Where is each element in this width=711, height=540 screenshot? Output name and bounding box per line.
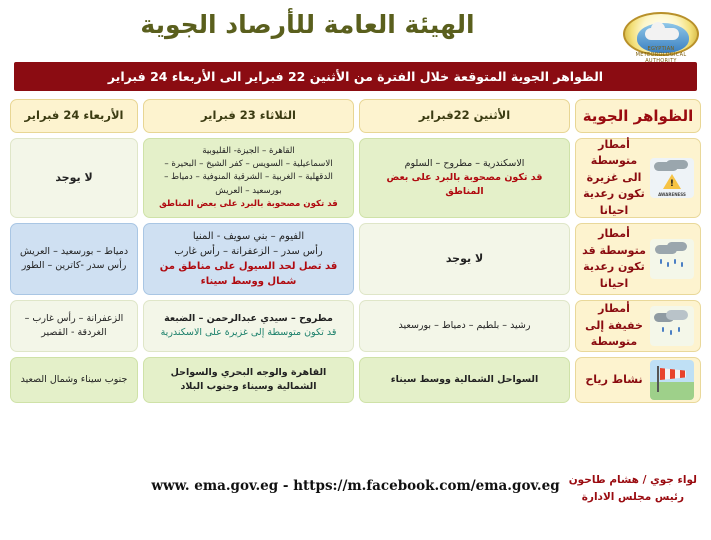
table-row (10, 300, 701, 352)
cell-day2-light-rain (143, 300, 354, 352)
cell-line: قد تكون مصحوبة بالبرد على بعض المناطق (386, 171, 543, 198)
signature-role: رئيس مجلس الادارة (581, 490, 684, 503)
page-footer (0, 472, 711, 532)
cell-day3-light-rain (10, 300, 138, 352)
storm-warning-icon: ! AWARENESS (650, 158, 694, 198)
cell-line: السواحل الشمالية ووسط سيناء (390, 373, 539, 385)
column-header-day3: الأربعاء 24 فبراير (10, 99, 138, 133)
rain-cloud-icon (650, 239, 694, 279)
table-row (10, 138, 701, 218)
cell-line: رأس سدر – الزعفرانة – رأس غارب (174, 246, 323, 257)
column-header-day2: الثلاثاء 23 فبراير (143, 99, 354, 133)
cell-line: قد تكون متوسطة إلى غزيرة على الاسكندرية (160, 327, 337, 338)
cell-line: رشيد – بلطيم – دمياط – بورسعيد (398, 319, 531, 331)
column-header-day1: الأثنين 22فبراير (359, 99, 570, 133)
logo-cloud-icon (645, 28, 679, 40)
cell-line: الاسكندرية – مطروح – السلوم (404, 157, 525, 169)
cell-day1-moderate-rain (359, 223, 570, 295)
table-header-row (10, 99, 701, 133)
page-title: الهيئة العامة للأرصاد الجوية (140, 10, 475, 39)
cell-day3-wind (10, 357, 138, 403)
row-label-light-rain (575, 300, 701, 352)
cell-day1-light-rain (359, 300, 570, 352)
row-label-heavy-rain (575, 138, 701, 218)
cell-line: لا يوجد (445, 251, 484, 265)
website-link[interactable]: www. ema.gov.eg - https://m.facebook.com/ema.gov.eg (151, 478, 560, 494)
cell-line: قد تصل لحد السيول على مناطق من شمال ووسط سيناء (159, 261, 338, 287)
table-row (10, 223, 701, 295)
cell-day2-moderate-rain (143, 223, 354, 295)
cell-line: رأس سدر -كاترين – الطور (21, 260, 127, 271)
cell-day2-heavy-rain (143, 138, 354, 218)
table-row (10, 357, 701, 403)
cell-line: قد تكون مصحوبة بالبرد على بعض المناطق (159, 198, 338, 209)
row-label-text: أمطار متوسطة الى غزيرة تكون رعدية احيانا (583, 137, 645, 217)
cell-day3-heavy-rain (10, 138, 138, 218)
signature-block (569, 472, 697, 506)
cell-day1-heavy-rain (359, 138, 570, 218)
forecast-banner: الظواهر الجوية المتوقعة خلال الفترة من الأثنين 22 فبراير الى الأربعاء 24 فبراير (14, 62, 697, 91)
cell-line: دمياط – بورسعيد – العريش (19, 245, 129, 257)
signature-name: لواء جوي / هشام طاحون (568, 474, 697, 486)
cell-line: الفيوم – بني سويف - المنيا (192, 231, 305, 242)
light-rain-icon (650, 306, 694, 346)
logo-caption: EGYPTIAN METEOROLOGICAL AUTHORITY (635, 46, 687, 64)
cell-line: مطروح – سيدي عبدالرحمن – الضبعة (164, 312, 333, 324)
cell-day2-wind (143, 357, 354, 403)
cell-line: لا يوجد (55, 170, 93, 184)
row-label-wind (575, 357, 701, 403)
row-label-text: أمطار خفيفة إلى متوسطة (585, 302, 643, 349)
forecast-table (10, 99, 701, 403)
row-label-moderate-rain (575, 223, 701, 295)
cell-day1-wind (359, 357, 570, 403)
row-label-text: نشاط رياح (585, 372, 643, 386)
cell-line: الزعفرانة – رأس غارب – الغردقة - القصير (24, 312, 124, 338)
cell-line: القاهرة – الجيزة- القليوبية (202, 145, 295, 156)
cell-line: جنوب سيناء وشمال الصعيد (20, 373, 128, 385)
cell-line: الاسماعيلية – السويس – كفر الشيخ – البحيرة – الدقهلية – الغربية – الشرقية المنوفية – دمياط – بورسعيد – العريش (164, 159, 333, 196)
ema-logo (623, 8, 699, 64)
row-label-text: أمطار متوسطة قد تكون رعدية احيانا (582, 227, 646, 290)
cell-line: القاهرة والوجه البحري والسواحل الشمالية وسيناء وجنوب البلاد (170, 366, 327, 392)
page-header (0, 0, 711, 62)
column-header-phenomena: الظواهر الجوية (575, 99, 701, 133)
windsock-icon (650, 360, 694, 400)
cell-day3-moderate-rain (10, 223, 138, 295)
